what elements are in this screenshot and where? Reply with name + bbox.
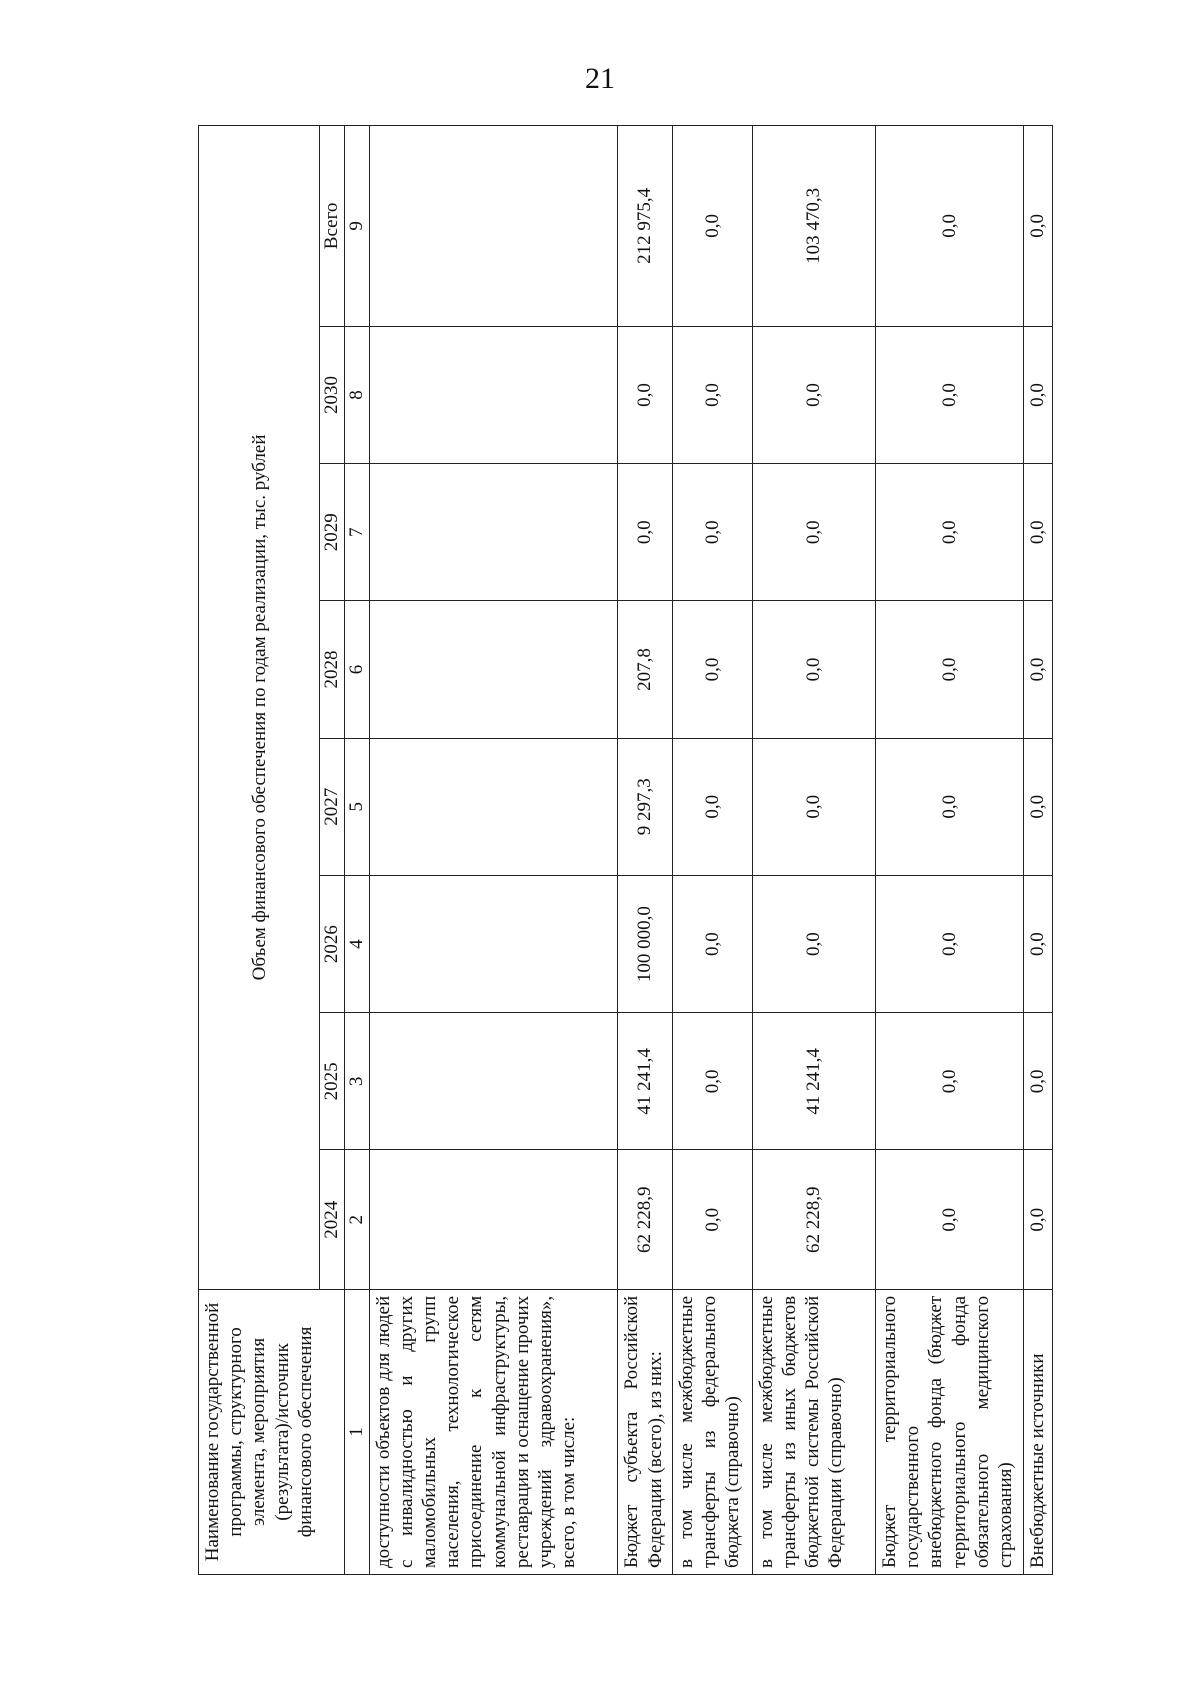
column-number: 2 <box>344 1150 369 1289</box>
value-cell: 0,0 <box>876 326 1024 463</box>
year-header: 2025 <box>320 1013 345 1150</box>
financing-table <box>198 125 1053 1575</box>
value-cell: 0,0 <box>876 1013 1024 1150</box>
value-cell <box>369 464 618 601</box>
year-header: 2027 <box>320 738 345 875</box>
value-cell <box>369 875 618 1012</box>
value-cell: 0,0 <box>1023 126 1052 327</box>
table-row <box>1023 126 1052 1575</box>
page-number: 21 <box>585 62 615 95</box>
column-number: 6 <box>344 601 369 738</box>
value-cell <box>369 326 618 463</box>
value-cell: 0,0 <box>752 738 875 875</box>
value-cell: 0,0 <box>672 738 752 875</box>
value-cell: 0,0 <box>1023 738 1052 875</box>
column-number: 7 <box>344 464 369 601</box>
header-name-cell: Наименование государственной программы, структурного элемента, мероприятия (результата)/источник финансового обеспечения <box>199 1289 345 1574</box>
value-cell: 62 228,9 <box>752 1150 875 1289</box>
value-cell: 0,0 <box>1023 326 1052 463</box>
column-number: 1 <box>344 1289 369 1574</box>
value-cell: 0,0 <box>672 601 752 738</box>
header-volume-cell: Объем финансового обеспечения по годам реализации, тыс. рублей <box>199 126 320 1290</box>
row-name: Бюджет субъекта Российской Федерации (всего), из них: <box>618 1289 672 1574</box>
value-cell: 103 470,3 <box>752 126 875 327</box>
value-cell: 0,0 <box>752 875 875 1012</box>
column-number: 8 <box>344 326 369 463</box>
value-cell: 0,0 <box>876 601 1024 738</box>
row-name: в том числе межбюджетные трансферты из федерального бюджета (справочно) <box>672 1289 752 1574</box>
value-cell: 0,0 <box>1023 1150 1052 1289</box>
value-cell <box>369 126 618 327</box>
value-cell: 0,0 <box>1023 875 1052 1012</box>
value-cell: 207,8 <box>618 601 672 738</box>
value-cell: 9 297,3 <box>618 738 672 875</box>
value-cell: 41 241,4 <box>752 1013 875 1150</box>
value-cell: 0,0 <box>672 126 752 327</box>
value-cell: 41 241,4 <box>618 1013 672 1150</box>
value-cell: 212 975,4 <box>618 126 672 327</box>
value-cell: 0,0 <box>672 464 752 601</box>
value-cell: 0,0 <box>672 1013 752 1150</box>
table-row <box>672 126 752 1575</box>
value-cell <box>369 601 618 738</box>
value-cell: 0,0 <box>618 326 672 463</box>
column-number: 3 <box>344 1013 369 1150</box>
value-cell: 0,0 <box>876 464 1024 601</box>
year-header: 2029 <box>320 464 345 601</box>
table-row <box>752 126 875 1575</box>
column-number: 9 <box>344 126 369 327</box>
year-header: 2024 <box>320 1150 345 1289</box>
value-cell <box>369 1150 618 1289</box>
value-cell: 0,0 <box>752 464 875 601</box>
table-row <box>876 126 1024 1575</box>
value-cell: 0,0 <box>752 326 875 463</box>
column-number: 5 <box>344 738 369 875</box>
row-name: доступности объектов для людей с инвалидностью и других маломобильных групп населения, технологическое присоединение к сетям коммунальной инфраструктуры, реставрация и оснащение прочих учреждений здравоохранения», всего, в том числе: <box>369 1289 618 1574</box>
value-cell: 0,0 <box>1023 601 1052 738</box>
value-cell: 0,0 <box>876 1150 1024 1289</box>
value-cell: 0,0 <box>672 1150 752 1289</box>
value-cell: 0,0 <box>672 875 752 1012</box>
row-name: Бюджет территориального государственного внебюджетного фонда (бюджет территориального фонда обязательного медицинского страхования) <box>876 1289 1024 1574</box>
value-cell: 0,0 <box>876 126 1024 327</box>
value-cell: 0,0 <box>876 738 1024 875</box>
value-cell: 0,0 <box>876 875 1024 1012</box>
table-row <box>369 126 618 1575</box>
year-header: 2026 <box>320 875 345 1012</box>
value-cell: 100 000,0 <box>618 875 672 1012</box>
value-cell: 0,0 <box>672 326 752 463</box>
value-cell: 0,0 <box>752 601 875 738</box>
value-cell: 0,0 <box>618 464 672 601</box>
year-header: 2028 <box>320 601 345 738</box>
value-cell <box>369 738 618 875</box>
value-cell: 62 228,9 <box>618 1150 672 1289</box>
financing-table-rotated <box>198 125 1053 1575</box>
year-header: 2030 <box>320 326 345 463</box>
value-cell <box>369 1013 618 1150</box>
total-header: Всего <box>320 126 345 327</box>
value-cell: 0,0 <box>1023 464 1052 601</box>
value-cell: 0,0 <box>1023 1013 1052 1150</box>
column-number: 4 <box>344 875 369 1012</box>
row-name: в том числе межбюджетные трансферты из иных бюджетов бюджетной системы Российской Федерации (справочно) <box>752 1289 875 1574</box>
table-row <box>618 126 672 1575</box>
row-name: Внебюджетные источники <box>1023 1289 1052 1574</box>
